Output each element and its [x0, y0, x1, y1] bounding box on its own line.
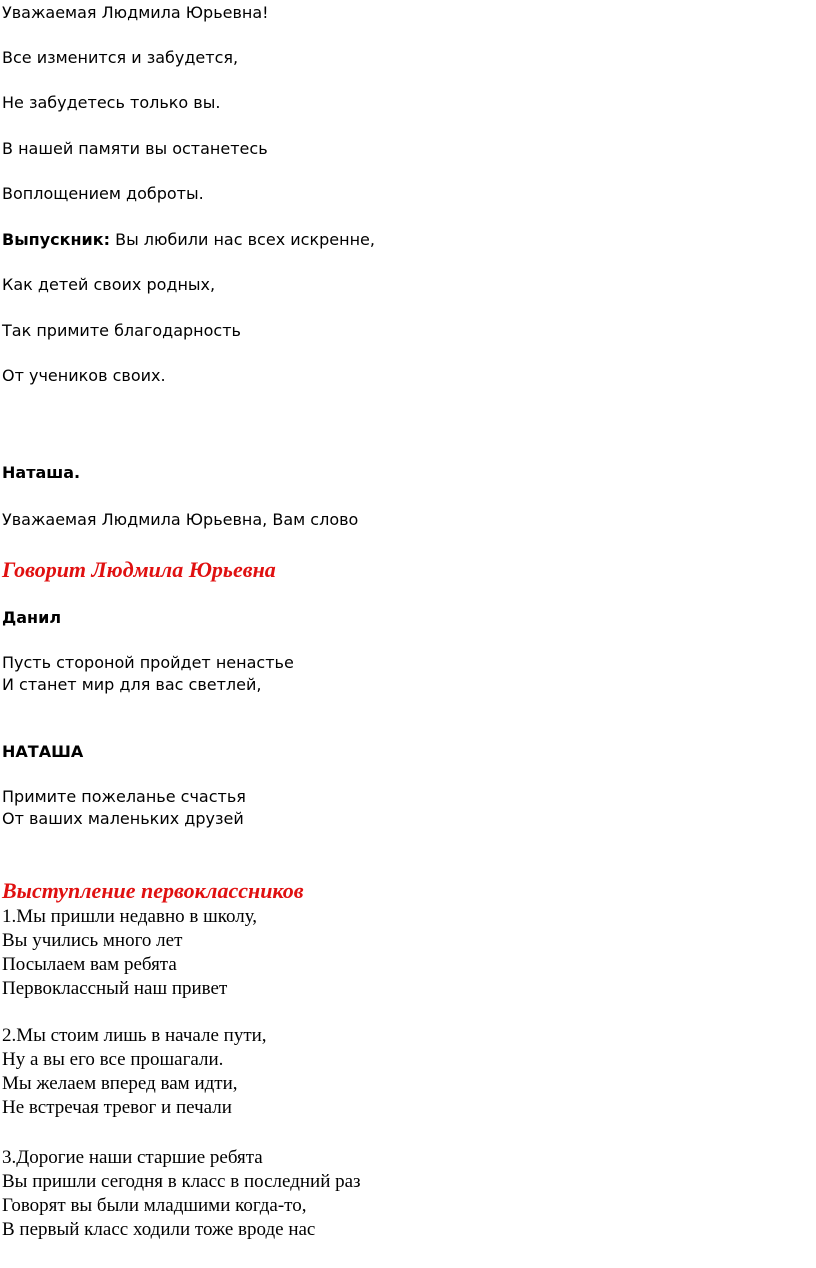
- speaker-label: НАТАША: [2, 742, 84, 761]
- verse-line: Посылаем вам ребята: [2, 954, 177, 975]
- speech-line: Уважаемая Людмила Юрьевна, Вам слово: [2, 510, 359, 529]
- poem-line: Все изменится и забудется,: [2, 48, 239, 67]
- verse-line: Первоклассный наш привет: [2, 978, 228, 999]
- verse-line: В первый класс ходили тоже вроде нас: [2, 1219, 316, 1240]
- poem-line-text: Вы любили нас всех искренне,: [110, 230, 375, 249]
- poem-line: И станет мир для вас светлей,: [2, 675, 262, 694]
- poem-line: Примите пожеланье счастья: [2, 787, 246, 806]
- verse-line: 3.Дорогие наши старшие ребята: [2, 1147, 263, 1168]
- poem-line: Не забудетесь только вы.: [2, 93, 221, 112]
- poem-line: От ваших маленьких друзей: [2, 809, 244, 828]
- poem-line: Как детей своих родных,: [2, 275, 216, 294]
- verse-line: Вы учились много лет: [2, 930, 183, 951]
- section-heading: Выступление первоклассников: [2, 878, 304, 903]
- verse-line: 1.Мы пришли недавно в школу,: [2, 906, 258, 927]
- poem-line: От учеников своих.: [2, 366, 166, 385]
- verse-line: 2.Мы стоим лишь в начале пути,: [2, 1025, 267, 1046]
- greeting-line: Уважаемая Людмила Юрьевна!: [2, 3, 269, 22]
- speaker-label: Наташа.: [2, 463, 81, 482]
- verse-line: Говорят вы были младшими когда-то,: [2, 1195, 307, 1216]
- verse-line: Вы пришли сегодня в класс в последний раз: [2, 1171, 361, 1192]
- poem-line: В нашей памяти вы останетесь: [2, 139, 268, 158]
- poem-line: Воплощением доброты.: [2, 184, 204, 203]
- verse-line: Не встречая тревог и печали: [2, 1097, 232, 1118]
- verse-line: Мы желаем вперед вам идти,: [2, 1073, 238, 1094]
- poem-line: Так примите благодарность: [2, 321, 241, 340]
- section-heading: Говорит Людмила Юрьевна: [2, 557, 276, 582]
- speaker-label: Выпускник:: [2, 230, 111, 249]
- speaker-label: Данил: [2, 608, 62, 627]
- graduate-line: [2, 229, 375, 251]
- verse-line: Ну а вы его все прошагали.: [2, 1049, 224, 1070]
- poem-line: Пусть стороной пройдет ненастье: [2, 653, 294, 672]
